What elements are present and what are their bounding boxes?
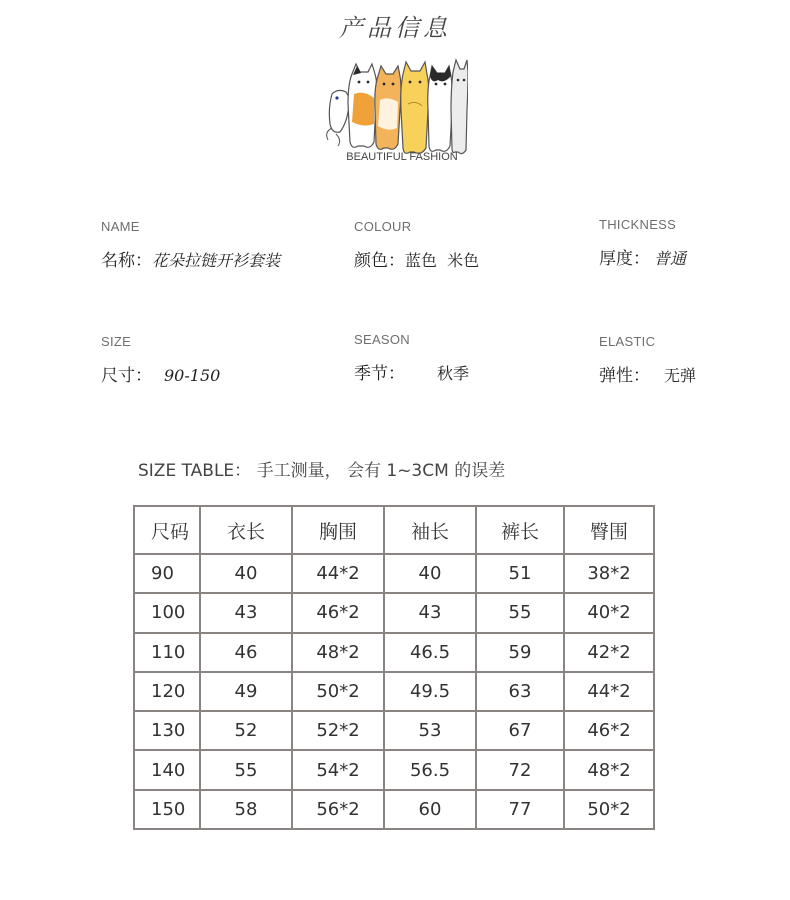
size-field: [101, 334, 220, 386]
table-row: [134, 790, 654, 829]
table-cell: 40*2: [564, 593, 654, 632]
table-cell: 77: [476, 790, 564, 829]
season-field: [354, 332, 469, 384]
table-cell: 50*2: [564, 790, 654, 829]
table-cell: 43: [200, 593, 292, 632]
table-cell: 58: [200, 790, 292, 829]
table-row: [134, 554, 654, 593]
table-cell: 49.5: [384, 672, 476, 711]
table-cell: 46*2: [564, 711, 654, 750]
name-field: [101, 219, 280, 271]
table-cell: 48*2: [292, 633, 384, 672]
table-cell: 55: [476, 593, 564, 632]
table-cell: 51: [476, 554, 564, 593]
table-cell: 56*2: [292, 790, 384, 829]
thickness-label: THICKNESS: [599, 217, 677, 232]
table-cell: 100: [134, 593, 200, 632]
table-cell: 52*2: [292, 711, 384, 750]
table-cell: 150: [134, 790, 200, 829]
table-header-cell: 尺码: [134, 506, 200, 554]
table-cell: 43: [384, 593, 476, 632]
season-value: 秋季: [437, 364, 470, 383]
table-cell: 42*2: [564, 633, 654, 672]
elastic-value: 无弹: [664, 366, 697, 385]
table-header-cell: 裤长: [476, 506, 564, 554]
table-cell: 49: [200, 672, 292, 711]
table-header-cell: 袖长: [384, 506, 476, 554]
name-value: 花朵拉链开衫套装: [152, 251, 281, 270]
table-cell: 56.5: [384, 750, 476, 789]
table-cell: 48*2: [564, 750, 654, 789]
colour-field: [354, 219, 479, 271]
season-label: SEASON: [354, 332, 410, 347]
table-cell: 44*2: [564, 672, 654, 711]
table-cell: 90: [134, 554, 200, 593]
table-cell: 55: [200, 750, 292, 789]
table-cell: 40: [200, 554, 292, 593]
elastic-value-line: [599, 361, 696, 386]
size-value: 90-150: [164, 366, 221, 385]
table-row: [134, 672, 654, 711]
table-cell: 67: [476, 711, 564, 750]
table-cell: 46: [200, 633, 292, 672]
table-row: [134, 750, 654, 789]
table-header-row: [134, 506, 654, 554]
table-cell: 46.5: [384, 633, 476, 672]
table-cell: 54*2: [292, 750, 384, 789]
colour-key: 颜色：: [354, 251, 405, 271]
table-row: [134, 633, 654, 672]
table-cell: 40: [384, 554, 476, 593]
table-cell: 52: [200, 711, 292, 750]
thickness-value: 普通: [654, 249, 687, 268]
table-cell: 130: [134, 711, 200, 750]
table-cell: 53: [384, 711, 476, 750]
table-cell: 120: [134, 672, 200, 711]
table-cell: 46*2: [292, 593, 384, 632]
table-cell: 38*2: [564, 554, 654, 593]
size-label: SIZE: [101, 334, 132, 349]
season-value-line: [354, 359, 469, 384]
table-cell: 140: [134, 750, 200, 789]
colour-value: 蓝色 米色: [405, 251, 480, 270]
table-header-cell: 衣长: [200, 506, 292, 554]
name-key: 名称：: [101, 251, 152, 271]
table-cell: 63: [476, 672, 564, 711]
size-key: 尺寸：: [101, 366, 152, 386]
size-table-note: SIZE TABLE： 手工测量， 会有 1~3CM 的误差: [138, 461, 506, 481]
elastic-key: 弹性：: [599, 366, 650, 386]
table-row: [134, 593, 654, 632]
table-cell: 72: [476, 750, 564, 789]
size-table: [133, 505, 655, 830]
size-value-line: [101, 361, 220, 386]
table-header-cell: 臀围: [564, 506, 654, 554]
season-key: 季节：: [354, 364, 405, 384]
name-value-line: [101, 246, 280, 271]
page-title: 产品信息: [339, 14, 451, 42]
table-header-cell: 胸围: [292, 506, 384, 554]
colour-value-line: [354, 246, 479, 271]
table-cell: 60: [384, 790, 476, 829]
table-row: [134, 711, 654, 750]
logo-caption: BEAUTIFUL FASHION: [346, 151, 458, 163]
table-cell: 44*2: [292, 554, 384, 593]
colour-label: COLOUR: [354, 219, 412, 234]
table-cell: 50*2: [292, 672, 384, 711]
thickness-value-line: [599, 244, 686, 269]
table-cell: 59: [476, 633, 564, 672]
thickness-key: 厚度：: [599, 249, 650, 269]
table-cell: 110: [134, 633, 200, 672]
thickness-field: [599, 217, 686, 269]
name-label: NAME: [101, 219, 140, 234]
elastic-label: ELASTIC: [599, 334, 656, 349]
elastic-field: [599, 334, 696, 386]
